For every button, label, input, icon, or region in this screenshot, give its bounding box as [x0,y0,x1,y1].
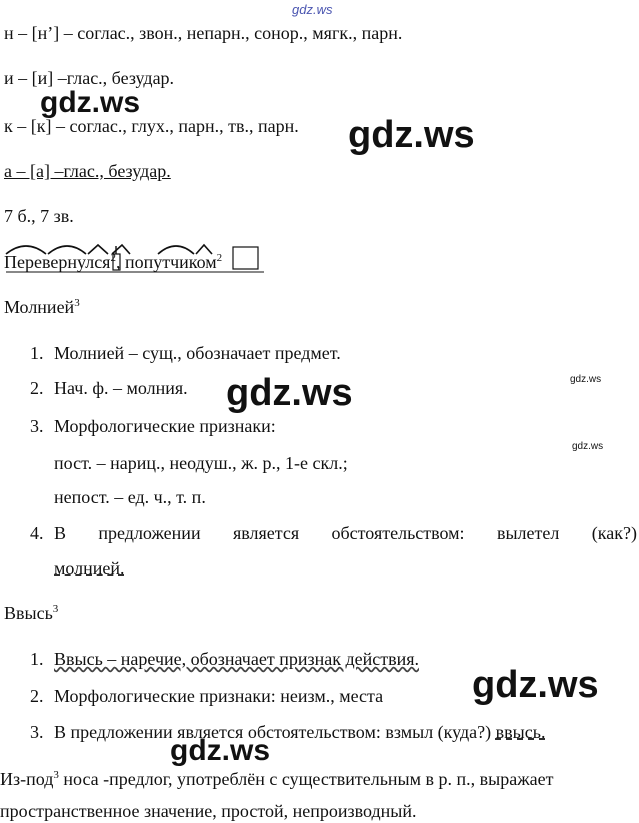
list-number: 2. [30,378,44,398]
list-text: Молнией – сущ., обозначает предмет. [54,343,341,363]
item4-continuation: молнией. [54,558,125,578]
word-poputchikom: попутчиком [124,252,217,272]
watermark: gdz.ws [40,86,141,119]
list-text: Ввысь – наречие, обозначает признак действия. [54,649,419,669]
list-text: Морфологические признаки: [54,416,276,436]
word: является [232,523,300,543]
list-text-justified [54,522,637,544]
preposition-word: Из-под [0,769,54,789]
phonetic-summary: 7 б., 7 зв. [4,206,74,226]
section3-line-1 [0,768,554,790]
list-number: 3. [30,416,44,436]
list-text: Нач. ф. – молния. [54,378,188,398]
watermark-small: gdz.ws [572,441,604,452]
watermark: gdz.ws [472,664,599,706]
list-text [54,721,545,743]
heading-text: Молнией [4,297,75,317]
phonetic-line-3: к – [к] – соглас., глух., парн., тв., парн. [4,116,299,136]
item-text: В предложении является обстоятельством: взмыл (куда?) [54,722,492,742]
word: вылетел [496,523,560,543]
phonetic-line-4: а – [а] –глас., безудар. [4,161,171,181]
sup-mark: 2 [110,252,116,264]
word-perevernul: Перевернул [4,252,95,272]
section3-line-2: пространственное значение, простой, непроизводный. [0,801,417,821]
watermark: gdz.ws [170,734,271,767]
word-suffix: ся [94,252,111,272]
sup-mark: 3 [53,769,59,781]
list-number: 1. [30,343,44,363]
section2-heading [4,602,58,624]
list-number: 2. [30,686,44,706]
section3-rest: носа -предлог, употреблён с существительным в р. п., выражает [63,769,554,789]
constant-features: пост. – нариц., неодуш., ж. р., 1-е скл.; [54,453,348,473]
morphemic-line [4,251,222,273]
sup-mark: 2 [216,252,223,264]
list-text: Морфологические признаки: неизм., места [54,686,384,706]
underlined-word: ввысь. [495,722,546,742]
word: В [54,523,67,543]
separator: , [115,252,125,272]
variable-features: непост. – ед. ч., т. п. [54,487,206,507]
heading-text: Ввысь [4,603,53,623]
list-number: 3. [30,722,44,742]
list-number: 4. [30,523,44,543]
list-number: 1. [30,649,44,669]
phonetic-line-1: н – [н’] – соглас., звон., непарн., сонор., мягк., парн. [4,23,403,43]
sup-mark: 3 [74,297,80,309]
watermark: gdz.ws [348,114,475,156]
word: обстоятельством: [331,523,465,543]
word: предложении [98,523,201,543]
word: (как?) [591,523,637,543]
phonetic-line-2: и – [и] –глас., безудар. [4,68,175,88]
watermark-small: gdz.ws [570,374,602,385]
watermark-top: gdz.ws [292,2,333,17]
sup-mark: 3 [52,603,59,615]
section1-heading [4,296,80,318]
watermark: gdz.ws [226,372,353,414]
